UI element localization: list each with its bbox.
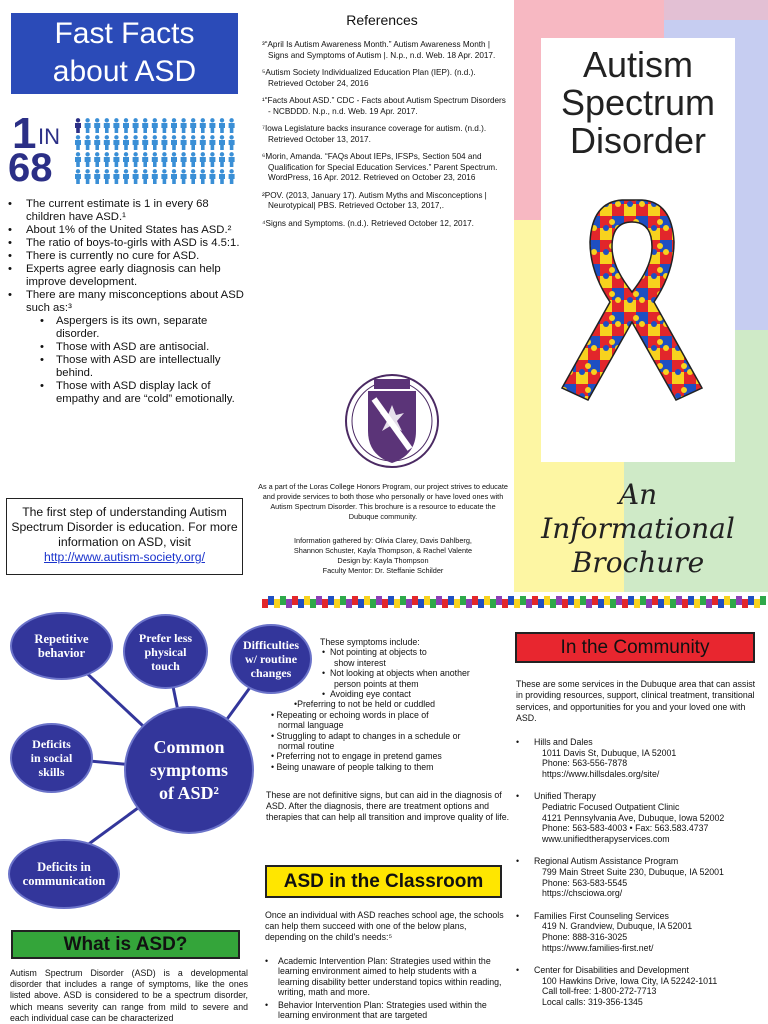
person-icon <box>181 118 187 133</box>
service-name: • Center for Disabilities and Development <box>516 965 762 976</box>
person-icon <box>171 152 177 167</box>
strip-piece <box>292 596 298 605</box>
strip-piece <box>310 599 316 608</box>
fact-item: • There are many misconceptions about ASD such as:³ <box>8 289 248 315</box>
symptom-repetitive-behavior <box>10 612 113 680</box>
strip-piece <box>346 599 352 608</box>
strip-piece <box>388 596 394 605</box>
person-icon <box>104 135 110 150</box>
strip-piece <box>736 596 742 605</box>
stat-in: IN <box>38 124 60 149</box>
strip-piece <box>478 599 484 608</box>
person-icon <box>85 152 91 167</box>
person-icon <box>133 152 139 167</box>
bubble-text: Repetitive <box>34 632 89 646</box>
strip-piece <box>556 596 562 605</box>
cover-title-line: Spectrum <box>560 82 716 123</box>
project-statement: As a part of the Loras College Honors Program, our project strives to educate and provide services to both those who personally or have loved ones with Autism Spectrum Disorder. This brochure is a resource to educate the Dubuque community. <box>258 482 508 521</box>
person-icon <box>75 118 81 133</box>
bubble-text: behavior <box>37 646 86 660</box>
strip-piece <box>700 596 706 605</box>
strip-piece <box>574 599 580 608</box>
service-line: Call toll-free: 1-800-272-7713 <box>542 986 657 997</box>
bubble-text: w/ routine <box>244 652 298 666</box>
person-icon <box>229 152 235 167</box>
strip-piece <box>760 596 766 605</box>
person-icon <box>123 118 129 133</box>
strip-piece <box>592 596 598 605</box>
person-icon <box>104 118 110 133</box>
bubble-text: Difficulties <box>243 638 299 652</box>
common-symptoms-center <box>124 706 254 834</box>
person-icon <box>171 169 177 184</box>
strip-piece <box>724 596 730 605</box>
person-icon <box>133 135 139 150</box>
reference-item: ¹“Facts About ASD.” CDC - Facts about Autism Spectrum Disorders - NCBDDD. N.p., n.d. Web. 19 Apr. 2017. <box>262 96 506 116</box>
person-icon <box>219 135 225 150</box>
strip-piece <box>670 599 676 608</box>
strip-piece <box>370 599 376 608</box>
stat-sixty-eight: 68 <box>8 146 53 190</box>
person-icon <box>229 118 235 133</box>
strip-piece <box>616 596 622 605</box>
person-icon <box>113 118 119 133</box>
reference-item: ³“April Is Autism Awareness Month.” Autism Awareness Month | Signs and Symptoms of Autism |. N.p., n.d. Web. 18 Apr. 2017. <box>262 40 496 60</box>
reference-item: ⁶Morin, Amanda. “FAQs About IEPs, IFSPs, Section 504 and Qualification for Special Education Services.” Parent Spectrum. WordPress, 16 Apr. 2012. Retrieved on October 23, 2016 <box>262 152 498 182</box>
credits <box>258 536 508 576</box>
college-crest-icon <box>344 369 440 473</box>
symptom-line: normal routine <box>278 741 335 752</box>
strip-piece <box>652 596 658 605</box>
service-line: 100 Hawkins Drive, Iowa City, IA 52242-1011 <box>542 975 718 986</box>
strip-piece <box>406 599 412 608</box>
bubble-text: physical <box>144 644 187 659</box>
reference-item: ⁴Signs and Symptoms. (n.d.). Retrieved October 12, 2017. <box>262 218 474 228</box>
strip-piece <box>364 596 370 605</box>
cover-title-line: Disorder <box>569 120 707 161</box>
person-icon <box>94 135 100 150</box>
community-title: In the Community <box>515 632 755 663</box>
strip-piece <box>730 599 736 608</box>
service-name: • Regional Autism Assistance Program <box>516 856 762 867</box>
fact-item: • The ratio of boys-to-girls with ASD is 4.5:1. <box>8 237 248 250</box>
person-icon <box>94 169 100 184</box>
service-line: Phone: 888-316-3025 <box>542 931 628 942</box>
center-text: Common <box>153 736 225 757</box>
strip-piece <box>544 596 550 605</box>
fast-facts-title <box>11 13 238 94</box>
strip-piece <box>742 599 748 608</box>
center-text: of ASD² <box>159 782 219 803</box>
classroom-plans <box>265 956 509 1022</box>
symptoms-intro: These symptoms include: <box>320 637 420 647</box>
strip-piece <box>352 596 358 605</box>
strip-piece <box>508 596 514 605</box>
strip-piece <box>484 596 490 605</box>
credit-line: Information gathered by: Olivia Clarey, Davis Dahlberg, <box>294 536 472 545</box>
person-icon <box>219 152 225 167</box>
strip-piece <box>538 599 544 608</box>
fact-item: • Experts agree early diagnosis can help improve development. <box>8 263 248 289</box>
symptom-line: normal language <box>278 720 344 731</box>
fast-facts-list <box>8 198 248 406</box>
strip-piece <box>304 596 310 605</box>
center-text: symptoms <box>149 759 228 780</box>
person-icon <box>142 135 148 150</box>
person-icon <box>171 118 177 133</box>
bubble-text: Prefer less <box>138 630 193 645</box>
service-link[interactable]: https://www.families-first.net/ <box>542 942 654 953</box>
person-icon <box>75 169 81 184</box>
symptom-line: • Avoiding eye contact <box>322 689 411 700</box>
fact-item: • There is currently no cure for ASD. <box>8 250 248 263</box>
symptom-social-skills <box>10 723 93 793</box>
strip-piece <box>526 599 532 608</box>
person-icon <box>229 169 235 184</box>
strip-piece <box>382 599 388 608</box>
person-icon <box>181 152 187 167</box>
person-icon <box>200 152 206 167</box>
person-icon <box>219 118 225 133</box>
person-icon <box>123 135 129 150</box>
what-is-asd-title: What is ASD? <box>11 930 240 959</box>
service-line: 799 Main Street Suite 230, Dubuque, IA 52001 <box>542 866 724 877</box>
autism-society-link[interactable]: http://www.autism-society.org/ <box>44 550 205 564</box>
symptom-line: show interest <box>334 657 386 668</box>
credit-line: Shannon Schuster, Kayla Thompson, & Rachel Valente <box>293 546 473 555</box>
person-icon <box>113 169 119 184</box>
person-icon <box>181 135 187 150</box>
service-link[interactable]: https://www.hillsdales.org/site/ <box>542 768 660 779</box>
symptom-line-text: Not looking at objects when another <box>329 668 470 679</box>
symptom-line: • Not pointing at objects to <box>322 647 427 658</box>
symptom-line-text: Struggling to adapt to changes in a schedule or <box>276 730 461 741</box>
symptom-line-text: Not pointing at objects to <box>329 647 427 658</box>
strip-piece <box>262 599 268 608</box>
person-icon <box>104 169 110 184</box>
person-icon <box>190 135 196 150</box>
person-icon <box>190 152 196 167</box>
cover-subtitle-line: Brochure <box>571 546 705 579</box>
fast-facts-title-line2: about ASD <box>52 55 197 88</box>
service-line: Pediatric Focused Outpatient Clinic <box>542 801 680 812</box>
strip-piece <box>748 596 754 605</box>
strip-piece <box>706 599 712 608</box>
reference-item: ⁵Autism Society Individualized Education Plan (IEP). (n.d.). Retrieved October 24, 2016 <box>262 68 476 88</box>
person-icon <box>229 135 235 150</box>
service-entry <box>516 911 762 953</box>
education-callout <box>6 498 243 575</box>
plan-item: • Behavior Intervention Plan: Strategies used within the learning environment that are targeted <box>265 1000 509 1021</box>
strip-piece <box>514 599 520 608</box>
person-icon <box>113 135 119 150</box>
strip-piece <box>454 599 460 608</box>
bubble-text: communication <box>22 874 106 888</box>
service-entry <box>516 965 762 1007</box>
person-icon <box>113 152 119 167</box>
strip-piece <box>466 599 472 608</box>
strip-piece <box>532 596 538 605</box>
service-name: • Families First Counseling Services <box>516 911 762 922</box>
strip-piece <box>610 599 616 608</box>
person-icon <box>94 152 100 167</box>
person-icon <box>75 135 81 150</box>
person-icon <box>152 169 158 184</box>
person-icon <box>161 152 167 167</box>
bubble-text: Deficits <box>32 737 71 751</box>
strip-piece <box>376 596 382 605</box>
stat-one: 1 <box>12 109 37 158</box>
bubble-text: touch <box>151 658 180 673</box>
strip-piece <box>400 596 406 605</box>
strip-piece <box>658 599 664 608</box>
bubble-text: in social <box>30 751 73 765</box>
person-icon <box>161 169 167 184</box>
symptom-line: •Preferring to not be held or cuddled <box>294 699 435 710</box>
strip-piece <box>436 596 442 605</box>
strip-piece <box>334 599 340 608</box>
reference-item: ²POV. (2013, January 17). Autism Myths and Misconceptions | Neurotypical| PBS. Retrieved October 13, 2017,. <box>262 190 487 210</box>
strip-piece <box>298 599 304 608</box>
person-icon <box>123 152 129 167</box>
strip-piece <box>424 596 430 605</box>
cover-title-line: Autism <box>582 44 694 85</box>
credit-line: Design by: Kayla Thompson <box>337 556 429 565</box>
service-link[interactable]: www.unifiedtherapyservices.com <box>542 833 670 844</box>
fast-facts-title-line1: Fast Facts <box>54 17 195 50</box>
classroom-title: ASD in the Classroom <box>265 865 502 898</box>
strip-piece <box>646 599 652 608</box>
strip-piece <box>490 599 496 608</box>
strip-piece <box>688 596 694 605</box>
person-icon <box>200 135 206 150</box>
person-icon <box>85 118 91 133</box>
strip-piece <box>754 599 760 608</box>
cover-subtitle <box>541 478 735 580</box>
credit-line: Faculty Mentor: Dr. Steffanie Schilder <box>322 566 444 575</box>
strip-piece <box>598 599 604 608</box>
strip-piece <box>496 596 502 605</box>
strip-piece <box>340 596 346 605</box>
strip-piece <box>550 599 556 608</box>
strip-piece <box>460 596 466 605</box>
symptom-communication <box>8 839 120 909</box>
strip-piece <box>562 599 568 608</box>
person-icon <box>181 169 187 184</box>
references-title: References <box>346 12 418 28</box>
service-name: • Hills and Dales <box>516 737 762 748</box>
service-line: 419 N. Grandview, Dubuque, IA 52001 <box>542 921 693 932</box>
person-icon <box>219 169 225 184</box>
strip-piece <box>718 599 724 608</box>
person-icon <box>133 118 139 133</box>
service-line: 1011 Davis St, Dubuque, IA 52001 <box>542 747 677 758</box>
person-icon <box>190 118 196 133</box>
community-services <box>516 737 762 1019</box>
references-list <box>258 40 506 236</box>
strip-piece <box>394 599 400 608</box>
symptom-line: • Struggling to adapt to changes in a schedule or <box>271 730 461 741</box>
classroom-intro: Once an individual with ASD reaches school age, the schools can help them succeed with one of the below plans, depending on the child's needs:⁵ <box>265 910 504 942</box>
bubble-text: Deficits in <box>37 860 91 874</box>
strip-piece <box>640 596 646 605</box>
puzzle-strip-divider <box>262 594 768 610</box>
person-icon <box>190 169 196 184</box>
person-icon <box>142 118 148 133</box>
person-icon <box>94 118 100 133</box>
strip-piece <box>712 596 718 605</box>
strip-piece <box>448 596 454 605</box>
community-intro: These are some services in the Dubuque area that can assist in providing resources, support, clinical treatment, transitional services, and opportunities for you and your loved one with ASD. <box>516 679 756 724</box>
cover-subtitle-line: An Informational <box>541 478 735 545</box>
strip-piece <box>628 596 634 605</box>
education-text: The first step of understanding Autism Spectrum Disorder is education. For more information on ASD, visit <box>11 505 238 549</box>
strip-piece <box>634 599 640 608</box>
strip-piece <box>604 596 610 605</box>
service-name: • Unified Therapy <box>516 791 762 802</box>
strip-piece <box>358 599 364 608</box>
strip-piece <box>412 596 418 605</box>
service-link[interactable]: https://chsciowa.org/ <box>542 888 623 899</box>
person-icon <box>209 169 215 184</box>
person-icon <box>200 169 206 184</box>
symptom-line: person points at them <box>334 678 419 689</box>
strip-piece <box>268 596 274 605</box>
symptom-line-text: Being unaware of people talking to them <box>276 761 434 772</box>
symptom-line-text: Repeating or echoing words in place of <box>276 709 429 720</box>
misconception-item: • Aspergers is its own, separate disorder. <box>8 315 248 341</box>
person-icon <box>142 152 148 167</box>
cover-title <box>541 46 735 160</box>
person-icon <box>209 152 215 167</box>
person-icon <box>75 152 81 167</box>
strip-piece <box>322 599 328 608</box>
strip-piece <box>502 599 508 608</box>
strip-piece <box>694 599 700 608</box>
person-icon <box>209 135 215 150</box>
service-entry <box>516 856 762 898</box>
symptoms-list <box>266 637 516 772</box>
service-line: 4121 Pennsylvania Ave, Dubuque, Iowa 52002 <box>542 812 725 823</box>
strip-piece <box>274 599 280 608</box>
misconception-item: • Those with ASD display lack of empathy and are “cold” emotionally. <box>8 380 248 406</box>
service-line: Phone: 563-583-4003 • Fax: 563.583.4737 <box>542 823 709 834</box>
strip-piece <box>520 596 526 605</box>
person-icon <box>123 169 129 184</box>
service-line: Local calls: 319-356-1345 <box>542 996 643 1007</box>
fact-item: • About 1% of the United States has ASD.² <box>8 224 248 237</box>
person-icon <box>133 169 139 184</box>
strip-piece <box>568 596 574 605</box>
strip-piece <box>664 596 670 605</box>
symptom-line-text: Avoiding eye contact <box>329 689 411 700</box>
symptom-prefer-less-touch <box>123 614 208 689</box>
plan-item: • Academic Intervention Plan: Strategies used within the learning environment aimed to help students with a learning disability better understand topics within reading, writing, math and more. <box>265 956 509 998</box>
strip-piece <box>442 599 448 608</box>
strip-piece <box>622 599 628 608</box>
strip-piece <box>586 599 592 608</box>
symptom-line: • Preferring not to engage in pretend games <box>271 751 442 762</box>
strip-piece <box>286 599 292 608</box>
person-icon <box>200 118 206 133</box>
service-line: Phone: 563-583-5545 <box>542 877 628 888</box>
symptom-line-text: Preferring not to engage in pretend games <box>276 751 442 762</box>
strip-piece <box>328 596 334 605</box>
person-icon <box>85 169 91 184</box>
people-icon-grid <box>73 116 241 186</box>
person-icon <box>152 118 158 133</box>
bubble-text: skills <box>38 765 65 779</box>
person-icon <box>171 135 177 150</box>
strip-piece <box>280 596 286 605</box>
puzzle-ribbon-icon <box>552 192 728 408</box>
strip-piece <box>418 599 424 608</box>
fact-item: • The current estimate is 1 in every 68 children have ASD.¹ <box>8 198 248 224</box>
what-is-asd-text: Autism Spectrum Disorder (ASD) is a developmental disorder that includes a range of symptoms, like the ones listed above. ASD is considered to be a spectrum disorder, which means severity can range from mild to severe and each individual case can be characterized <box>10 968 248 1023</box>
strip-piece <box>472 596 478 605</box>
strip-piece <box>316 596 322 605</box>
strip-piece <box>676 596 682 605</box>
misconception-item: • Those with ASD are intellectually behind. <box>8 354 248 380</box>
person-icon <box>104 152 110 167</box>
person-icon <box>209 118 215 133</box>
person-icon <box>152 152 158 167</box>
person-icon <box>161 135 167 150</box>
symptom-line: • Not looking at objects when another <box>322 668 470 679</box>
strip-piece <box>682 599 688 608</box>
person-icon <box>142 169 148 184</box>
person-icon <box>85 135 91 150</box>
bubble-text: changes <box>250 666 292 680</box>
person-icon <box>161 118 167 133</box>
strip-piece <box>580 596 586 605</box>
strip-piece <box>430 599 436 608</box>
misconception-item: • Those with ASD are antisocial. <box>8 341 248 354</box>
service-line: Phone: 563-556-7878 <box>542 758 628 769</box>
service-entry <box>516 791 762 844</box>
symptom-line: • Repeating or echoing words in place of <box>271 709 429 720</box>
symptom-line: • Being unaware of people talking to them <box>271 761 434 772</box>
reference-item: ⁷Iowa Legislature backs insurance coverage for autism. (n.d.). Retrieved October 13, 2017. <box>262 124 487 144</box>
person-icon <box>152 135 158 150</box>
symptoms-note: These are not definitive signs, but can aid in the diagnosis of ASD. After the diagnosis, there are treatment options and therapies that can help all transition and improve quality of life. <box>266 790 510 822</box>
service-entry <box>516 737 762 779</box>
